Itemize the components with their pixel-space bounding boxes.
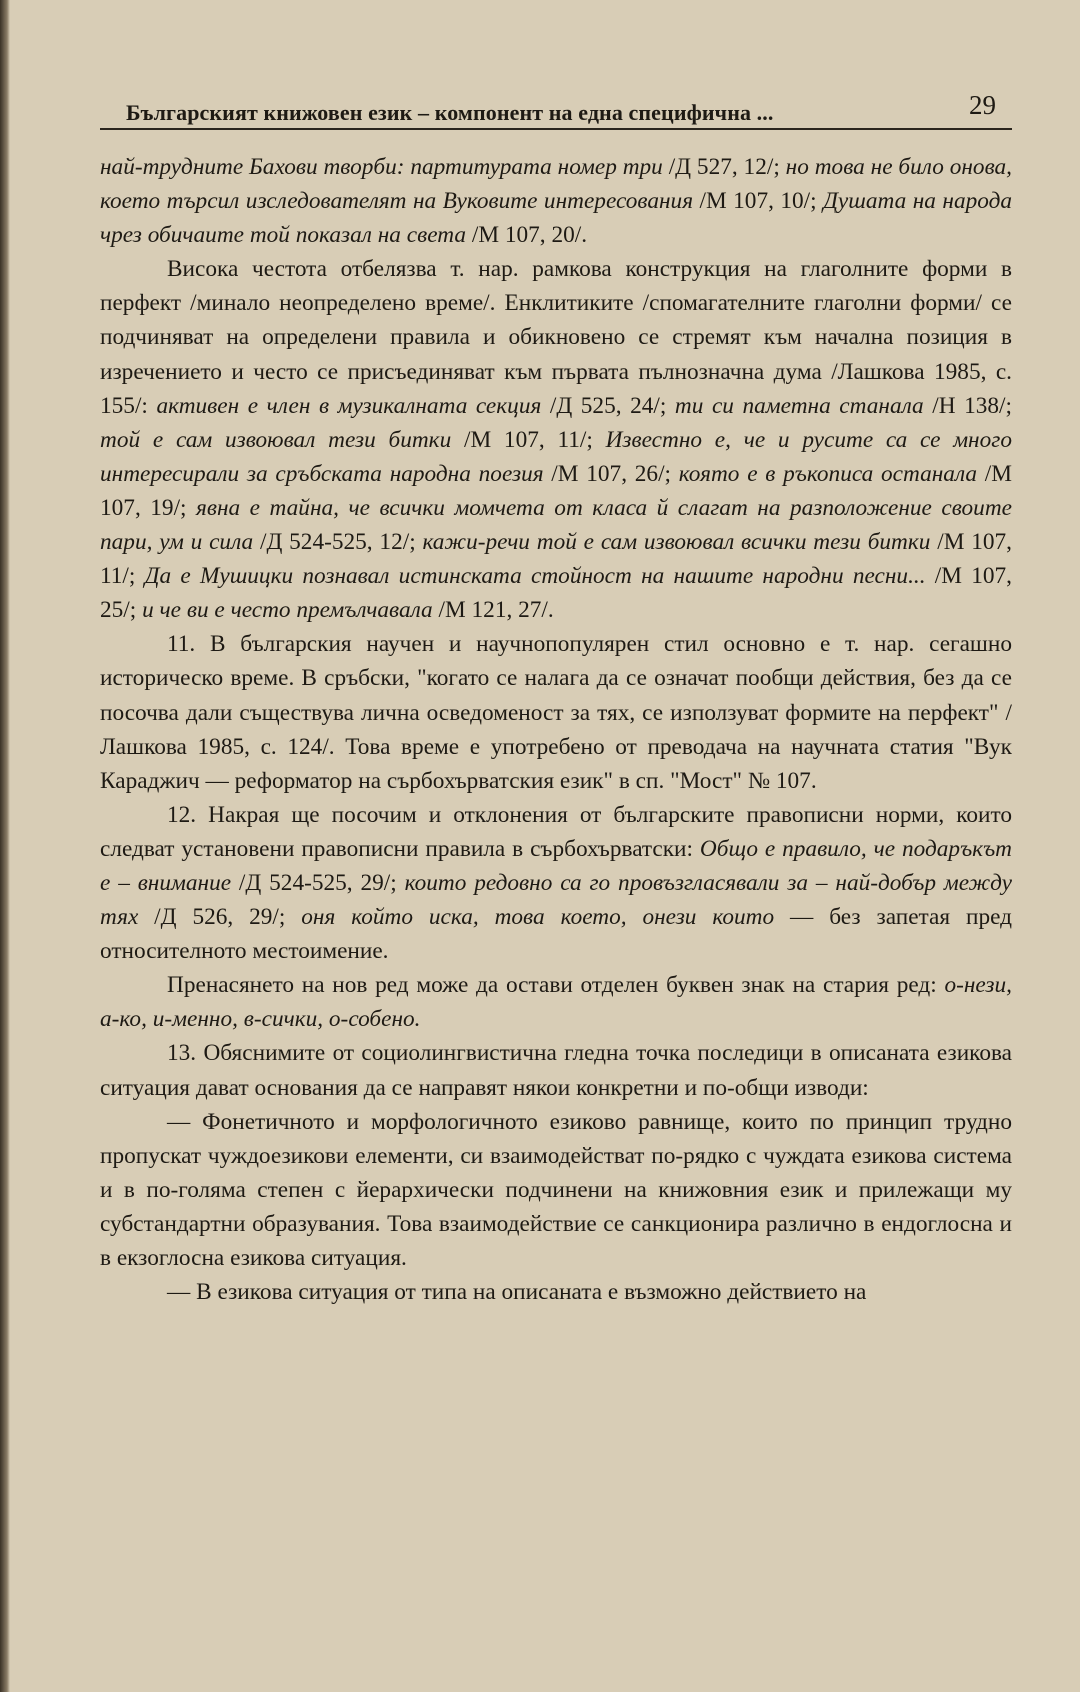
paragraph	[100, 1036, 1012, 1104]
example-citation: които редовно са го провъзгласявали за – най-добър между тях	[100, 869, 1012, 931]
example-citation: активен е член в музикалната секция	[156, 392, 542, 419]
text-run: /М 107, 20/.	[466, 222, 588, 249]
text-run: /М 107, 25/;	[100, 563, 1013, 624]
text-run: Висока честота отбелязва т. нар. рамкова конструкция на глаголните форми в перфект /минало неопределено време/. Енклитиките /спомагателните глаголни форми/ се подчиняват на определени правила и обикновено се стремят към начална позиция в изречението и често се присъединяват към първата пълнозначна дума /Лашкова 1985, с. 155/:	[100, 256, 1012, 419]
text-run: /М 107, 26/;	[543, 460, 679, 487]
example-citation: кажи-речи той е сам извоювал всички тези битки	[422, 529, 931, 556]
example-citation: ти си паметна станала	[674, 392, 924, 419]
text-run: /М 107, 11/;	[100, 529, 1012, 590]
text-run: /Д 524-525, 12/;	[253, 529, 423, 556]
example-citation: оня който иска, това което, онези които	[301, 904, 775, 931]
text-run: /Д 524-525, 29/;	[231, 869, 405, 896]
text-run: — В езикова ситуация от типа на описаната е възможно действието на	[167, 1279, 867, 1306]
text-run: 12. Накрая ще посочим и отклонения от българските правописни норми, които следват установени правописни правила в сърбохърватски:	[100, 801, 1012, 862]
running-title: Българският книжовен език – компонент на една специфична ...	[126, 100, 774, 125]
example-citation: но това не било онова, което търсил изследователят на Вуковите интересования	[100, 154, 1012, 215]
paragraph	[100, 1105, 1012, 1275]
example-citation: той е сам извоювал тези битки	[100, 426, 452, 453]
paragraph	[100, 1275, 1012, 1309]
paragraph	[100, 627, 1012, 797]
running-head	[100, 88, 1012, 130]
paragraph	[100, 798, 1012, 968]
example-citation: Известно е, че и русите са се много интересирали за сръбската народна поезия	[100, 426, 1012, 487]
example-citation: най-трудните Бахови творби: партитурата номер три	[100, 154, 663, 180]
paragraph	[100, 968, 1012, 1036]
text-run: /М 107, 11/;	[451, 426, 606, 453]
example-citation: която е в ръкописа останала	[678, 460, 978, 487]
text-run: /М 121, 27/.	[432, 597, 554, 624]
page-number: 29	[969, 90, 996, 120]
example-citation: явна е тайна, че всички момчета от класа й слагат на разположение своите пари, ум и сила	[100, 494, 1012, 556]
text-run: 13. Обяснимите от социолингвистична гледна точка последици в описаната езикова ситуация дават основания да се направят някои конкретни и по-общи изводи:	[100, 1040, 1012, 1101]
example-citation: и че ви е често премълчавала	[142, 597, 433, 624]
text-run: /Д 527, 12/;	[662, 154, 786, 180]
example-citation: о-нези, а-ко, и-менно, в-сички, о-собено.	[100, 972, 1012, 1033]
paragraph	[100, 150, 1012, 252]
text-run: 11. В българския научен и научнопопулярен стил основно е т. нар. сегашно историческо време. В сръбски, "когато се налага да се означат пообщи действия, без да се посочва дали съществува лична осведоменост за тях, се използуват формите на перфект" /Лашкова 1985, с. 124/. Това време е употребено от преводача на научната статия "Вук Караджич — реформатор на сърбохърватския език" в сп. "Мост" № 107.	[100, 631, 1012, 794]
body-text	[100, 150, 1012, 1309]
example-citation: Да е Мушицки познавал истинската стойност на нашите народни песни...	[144, 563, 926, 590]
text-run: — без запетая пред относителното местоимение.	[100, 904, 1012, 965]
example-citation: Общо е правило, че подаръкът е – внимание	[100, 835, 1012, 896]
text-run: /Д 526, 29/;	[138, 904, 302, 931]
text-run: /Д 525, 24/;	[541, 392, 675, 419]
paragraph	[100, 252, 1012, 627]
text-run: Пренасянето на нов ред може да остави отделен буквен знак на стария ред:	[167, 972, 945, 999]
book-spine-shadow	[0, 0, 10, 1692]
text-run: /М 107, 19/;	[100, 460, 1012, 521]
text-run: — Фонетичното и морфологичното езиково равнище, които по принцип трудно пропускат чуждоезикови елементи, си взаимодействат по-рядко с чуждата езикова система и в по-голяма степен с йерархически подчинени на книжовния език и прилежащи му субстандартни образувания. Това взаимодействие се санкционира различно в ендоглосна и в екзоглосна езикова ситуация.	[100, 1108, 1012, 1271]
text-run: /Н 138/;	[923, 392, 1012, 419]
example-citation: Душата на народа чрез обичаите той показал на света	[100, 188, 1013, 249]
text-run: /М 107, 10/;	[693, 188, 824, 215]
